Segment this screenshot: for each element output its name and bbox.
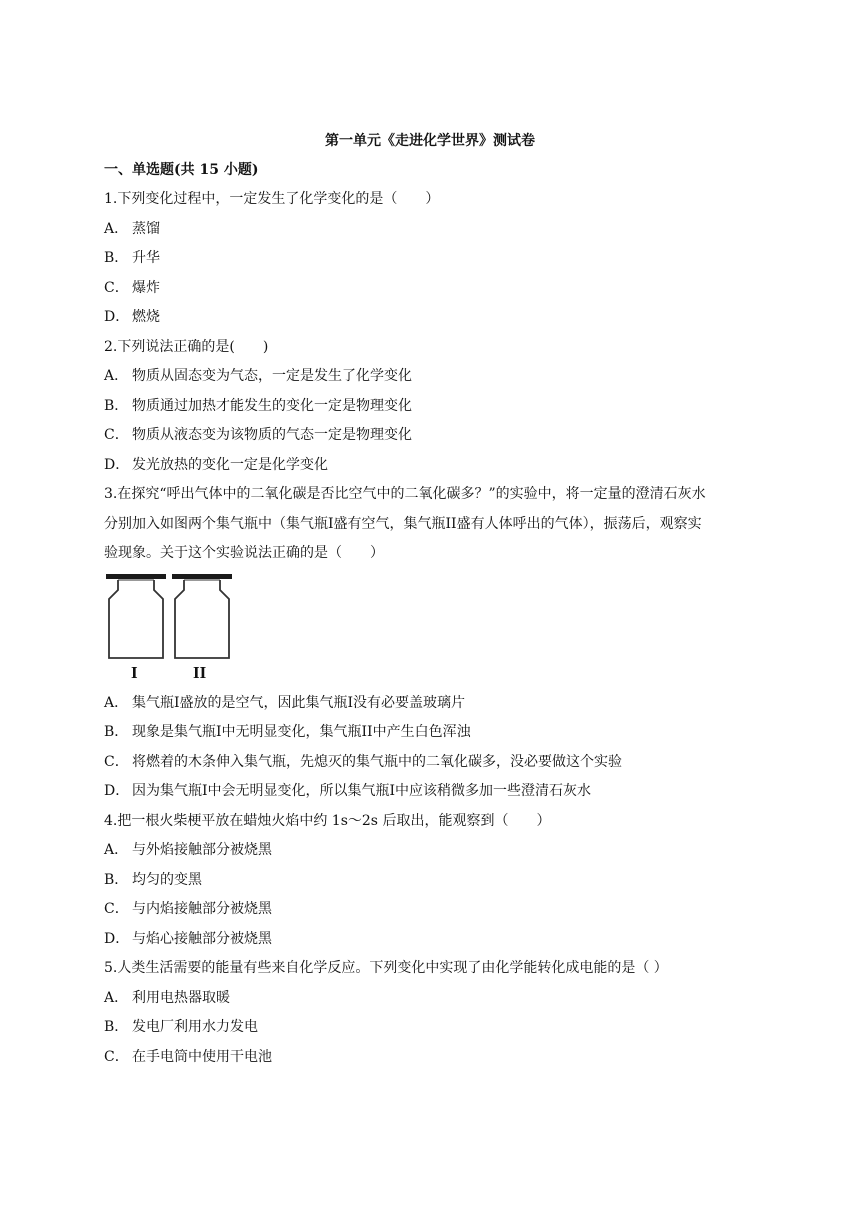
option-letter: B．: [104, 250, 129, 266]
option-letter: C．: [104, 901, 129, 917]
question-3-stem-line-2: 分别加入如图两个集气瓶中（集气瓶I盛有空气，集气瓶II盛有人体呼出的气体），振荡后，观察实: [104, 516, 702, 532]
gas-bottles-figure: [104, 572, 234, 682]
option-text: 集气瓶I盛放的是空气，因此集气瓶I没有必要盖玻璃片: [132, 695, 466, 711]
question-3-option-a: [104, 693, 764, 713]
option-text: 利用电热器取暖: [132, 990, 230, 1006]
option-letter: D．: [104, 309, 130, 325]
question-2-option-d: [104, 455, 764, 475]
option-letter: C．: [104, 1049, 129, 1065]
question-3-stem-line-1: 3.在探究“呼出气体中的二氧化碳是否比空气中的二氧化碳多？”的实验中，将一定量的澄清石灰水: [104, 486, 706, 502]
option-letter: A．: [104, 695, 129, 711]
section-heading: 一、单选题(共 15 小题): [104, 162, 259, 178]
option-text: 物质从固态变为气态，一定是发生了化学变化: [132, 368, 412, 384]
question-5-option-b: [104, 1017, 764, 1037]
option-letter: A．: [104, 221, 129, 237]
question-2-option-b: [104, 396, 764, 416]
option-text: 发电厂利用水力发电: [132, 1019, 258, 1035]
option-letter: C．: [104, 754, 129, 770]
option-letter: B．: [104, 1019, 129, 1035]
option-letter: D．: [104, 783, 130, 799]
option-text: 物质通过加热才能发生的变化一定是物理变化: [132, 398, 412, 414]
question-3-option-d: [104, 781, 764, 801]
question-4-option-a: [104, 840, 764, 860]
question-1-option-c: [104, 278, 764, 298]
option-letter: D．: [104, 457, 130, 473]
option-text: 与外焰接触部分被烧黑: [132, 842, 272, 858]
question-5-stem: 5.人类生活需要的能量有些来自化学反应。下列变化中实现了由化学能转化成电能的是（ ）: [104, 960, 668, 976]
option-text: 在手电筒中使用干电池: [132, 1049, 272, 1065]
question-4-stem: 4.把一根火柴梗平放在蜡烛火焰中约 1s～2s 后取出，能观察到（ ）: [104, 813, 551, 829]
option-text: 将燃着的木条伸入集气瓶，先熄灭的集气瓶中的二氧化碳多，没必要做这个实验: [132, 754, 622, 770]
question-3-stem-line-3: 验现象。关于这个实验说法正确的是（ ）: [104, 545, 384, 561]
option-text: 升华: [132, 250, 160, 266]
option-text: 均匀的变黑: [132, 872, 202, 888]
option-letter: A．: [104, 990, 129, 1006]
question-4-option-b: [104, 870, 764, 890]
question-4-option-d: [104, 929, 764, 949]
question-1-option-a: [104, 219, 764, 239]
question-1-option-b: [104, 248, 764, 268]
option-text: 爆炸: [132, 280, 160, 296]
option-letter: B．: [104, 398, 129, 414]
option-text: 物质从液态变为该物质的气态一定是物理变化: [132, 427, 412, 443]
option-letter: A．: [104, 368, 129, 384]
gas-bottle-i: [106, 574, 166, 658]
option-text: 与内焰接触部分被烧黑: [132, 901, 272, 917]
option-letter: D．: [104, 931, 130, 947]
option-text: 蒸馏: [132, 221, 160, 237]
gas-bottle-ii: [172, 574, 232, 658]
question-5-option-c: [104, 1047, 764, 1067]
option-text: 燃烧: [132, 309, 160, 325]
option-letter: A．: [104, 842, 129, 858]
question-2-option-a: [104, 366, 764, 386]
option-text: 与焰心接触部分被烧黑: [132, 931, 272, 947]
option-text: 因为集气瓶I中会无明显变化，所以集气瓶I中应该稍微多加一些澄清石灰水: [132, 783, 592, 799]
question-1-option-d: [104, 307, 764, 327]
option-letter: B．: [104, 872, 129, 888]
page-title: 第一单元《走进化学世界》测试卷: [325, 133, 535, 149]
question-2-option-c: [104, 425, 764, 445]
question-2-stem: 2.下列说法正确的是( ): [104, 339, 269, 355]
question-4-option-c: [104, 899, 764, 919]
question-1-stem: 1.下列变化过程中，一定发生了化学变化的是（ ）: [104, 191, 440, 207]
option-letter: B．: [104, 724, 129, 740]
option-text: 发光放热的变化一定是化学变化: [132, 457, 328, 473]
option-letter: C．: [104, 280, 129, 296]
question-3-option-b: [104, 722, 764, 742]
question-3-option-c: [104, 752, 764, 772]
bottle-label-i: I: [131, 663, 138, 682]
question-5-option-a: [104, 988, 764, 1008]
option-text: 现象是集气瓶I中无明显变化，集气瓶II中产生白色浑浊: [132, 724, 471, 740]
option-letter: C．: [104, 427, 129, 443]
bottle-label-ii: II: [193, 663, 207, 682]
